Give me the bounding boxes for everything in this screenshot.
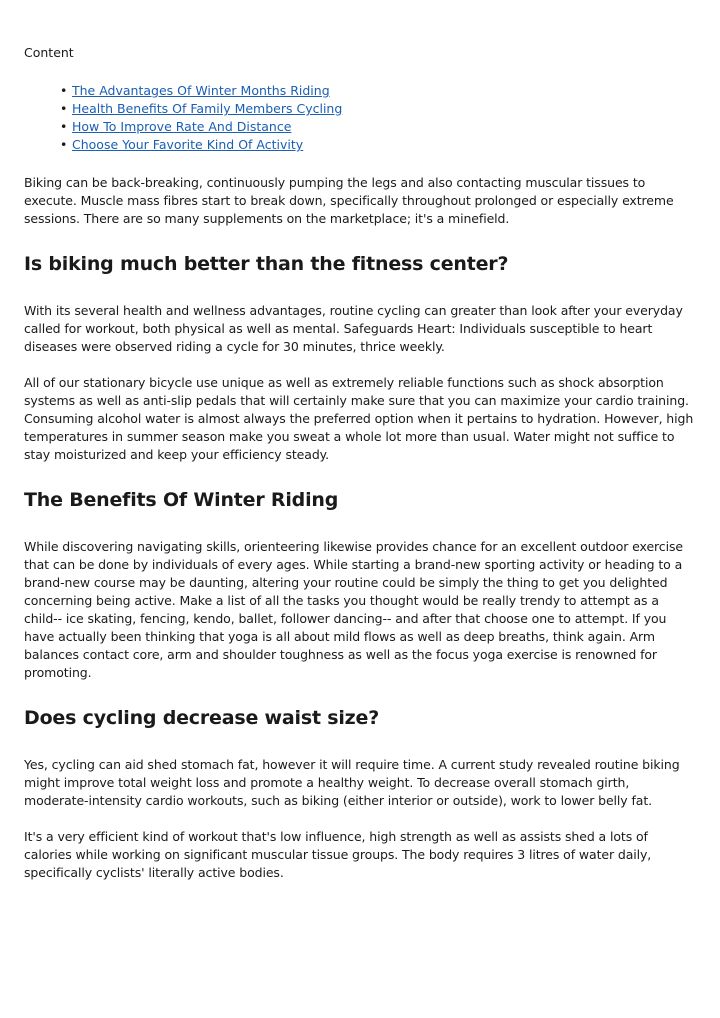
toc-item [60,82,696,100]
toc-link-choose-activity[interactable]: Choose Your Favorite Kind Of Activity [72,137,304,152]
toc-list [24,82,696,154]
toc-title: Content [24,45,74,60]
section-paragraph: It's a very efficient kind of workout that's low influence, high strength as well as assists shed a lots of calories while working on significant muscular tissue groups. The body requires 3 litres of water daily, specifically cyclists' literally active bodies. [24,829,652,880]
toc-link-health-benefits[interactable]: Health Benefits Of Family Members Cycling [72,101,343,116]
section-paragraph: All of our stationary bicycle use unique as well as extremely reliable functions such as shock absorption systems as well as anti-slip pedals that will certainly make sure that you can maximize your cardio training. Consuming alcohol water is almost always the preferred option when it pertains to hydration. However, high temperatures in summer season make you sweat a whole lot more than usual. Water might not suffice to stay moisturized and keep your efficiency steady. [24,375,694,462]
toc-item [60,118,696,136]
toc-item [60,136,696,154]
section-paragraph: While discovering navigating skills, orienteering likewise provides chance for an excellent outdoor exercise that can be done by individuals of every ages. While starting a brand-new sporting activity or heading to a brand-new course may be daunting, altering your routine could be simply the thing to get you delighted concerning being active. Make a list of all the tasks you thought would be really trendy to attempt as a child-- ice skating, fencing, kendo, ballet, follower dancing-- and after that choose one to attempt. If you have actually been thinking that yoga is all about mild flows as well as deep breaths, think again. Arm balances contact core, arm and shoulder toughness as well as the focus yoga exercise is renowned for promoting. [24,539,683,680]
toc-item [60,100,696,118]
toc-link-winter-riding[interactable]: The Advantages Of Winter Months Riding [72,83,330,98]
intro-paragraph: Biking can be back-breaking, continuously pumping the legs and also contacting muscular tissues to execute. Muscle mass fibres start to break down, specifically throughout prolonged or especially extreme sessions. There are so many supplements on the marketplace; it's a minefield. [24,175,674,226]
section-paragraph: With its several health and wellness advantages, routine cycling can greater than look after your everyday called for workout, both physical as well as mental. Safeguards Heart: Individuals susceptible to heart diseases were observed riding a cycle for 30 minutes, thrice weekly. [24,303,683,354]
section-heading: The Benefits Of Winter Riding [24,489,339,511]
toc-link-improve-rate[interactable]: How To Improve Rate And Distance [72,119,292,134]
section-paragraph: Yes, cycling can aid shed stomach fat, however it will require time. A current study revealed routine biking might improve total weight loss and promote a healthy weight. To decrease overall stomach girth, moderate-intensity cardio workouts, such as biking (either interior or outside), work to lower belly fat. [24,757,680,808]
section-heading: Does cycling decrease waist size? [24,707,380,729]
section-heading: Is biking much better than the fitness center? [24,253,509,275]
